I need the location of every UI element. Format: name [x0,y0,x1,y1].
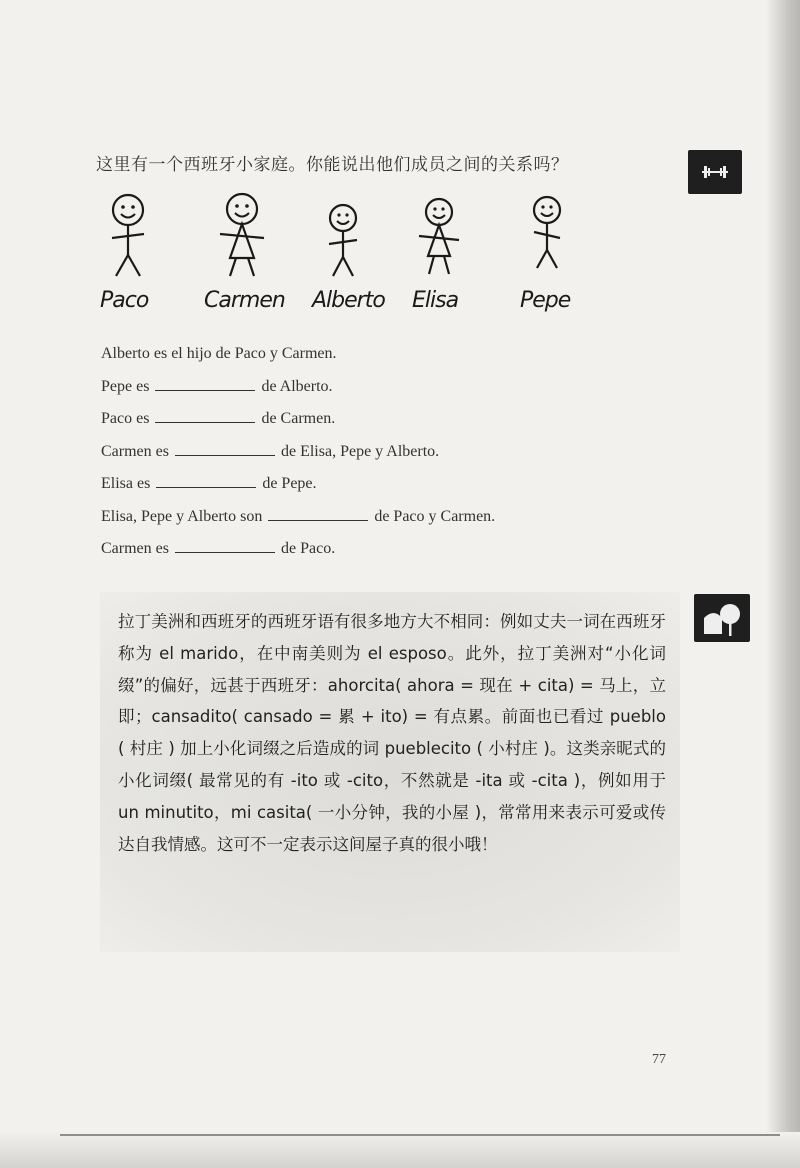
exercise-line [101,338,495,371]
fill-in-exercise [101,338,495,566]
exercise-text: de Pepe. [262,475,317,492]
exercise-text: Alberto es el hijo de Paco y Carmen. [101,345,337,362]
exercise-line [101,501,495,534]
dumbbell-icon [688,150,742,194]
page-edge-shadow [766,0,800,1168]
page-number: 77 [652,1052,666,1067]
stick-figures [90,190,610,280]
exercise-line [101,533,495,566]
exercise-text: de Elisa, Pepe y Alberto. [280,442,440,460]
stick-figure-alberto [316,202,370,280]
exercise-text: de Alberto. [261,377,333,395]
exercise-text: Elisa, Pepe y Alberto son [101,507,263,525]
exercise-text: Carmen es [101,540,169,557]
name-paco: Paco [100,288,149,313]
exercise-text: de Paco y Carmen. [374,507,496,525]
stick-figure-pepe [520,194,574,274]
exercise-text: Pepe es [101,377,150,395]
answer-blank[interactable] [268,508,368,521]
answer-blank[interactable] [175,443,275,456]
page-bottom-shadow [0,1132,800,1168]
exercise-line [101,468,495,501]
tree-icon [694,594,750,642]
intro-question: 这里有一个西班牙小家庭。你能说出他们成员之间的关系吗？ [96,155,569,175]
answer-blank[interactable] [155,410,255,423]
exercise-text: Elisa es [101,475,151,492]
exercise-line [101,436,495,469]
exercise-line [101,371,495,404]
exercise-text: Paco es [101,410,150,427]
bottom-rule [60,1134,780,1136]
name-pepe: Pepe [520,288,571,313]
stick-figure-carmen [210,190,274,280]
stick-figure-paco [98,190,158,280]
answer-blank[interactable] [155,378,255,391]
family-names [100,288,600,328]
exercise-line [101,403,495,436]
name-carmen: Carmen [204,288,285,313]
name-alberto: Alberto [312,288,385,313]
exercise-text: Carmen es [101,442,169,460]
cultural-note-text: 拉丁美洲和西班牙的西班牙语有很多地方大不相同：例如丈夫一词在西班牙称为 el marido，在中南美则为 el esposo。此外，拉丁美洲对“小化词缀”的偏好，远甚于西班牙：ahorcita( ahora = 现在 + cita) = 马上，立即；cansadito( cansado = 累 + ito) = 有点累。前面也已看过 pueblo ( 村庄 ) 加上小化词缀之后造成的词 pueblecito ( 小村庄 )。这类亲昵式的小化词缀( 最常见的有 -ito 或 -cito，不然就是 -ita 或 -cita )，例如用于 un minutito，mi casita( 一小分钟，我的小屋 )，常常用来表示可爱或传达自我情感。这可不一定表示这间屋子真的很小哦！ [118,612,666,854]
name-elisa: Elisa [412,288,459,313]
stick-figure-elisa [410,196,468,280]
exercise-text: de Carmen. [261,410,336,427]
answer-blank[interactable] [156,475,256,488]
exercise-text: de Paco. [280,540,336,557]
answer-blank[interactable] [175,540,275,553]
